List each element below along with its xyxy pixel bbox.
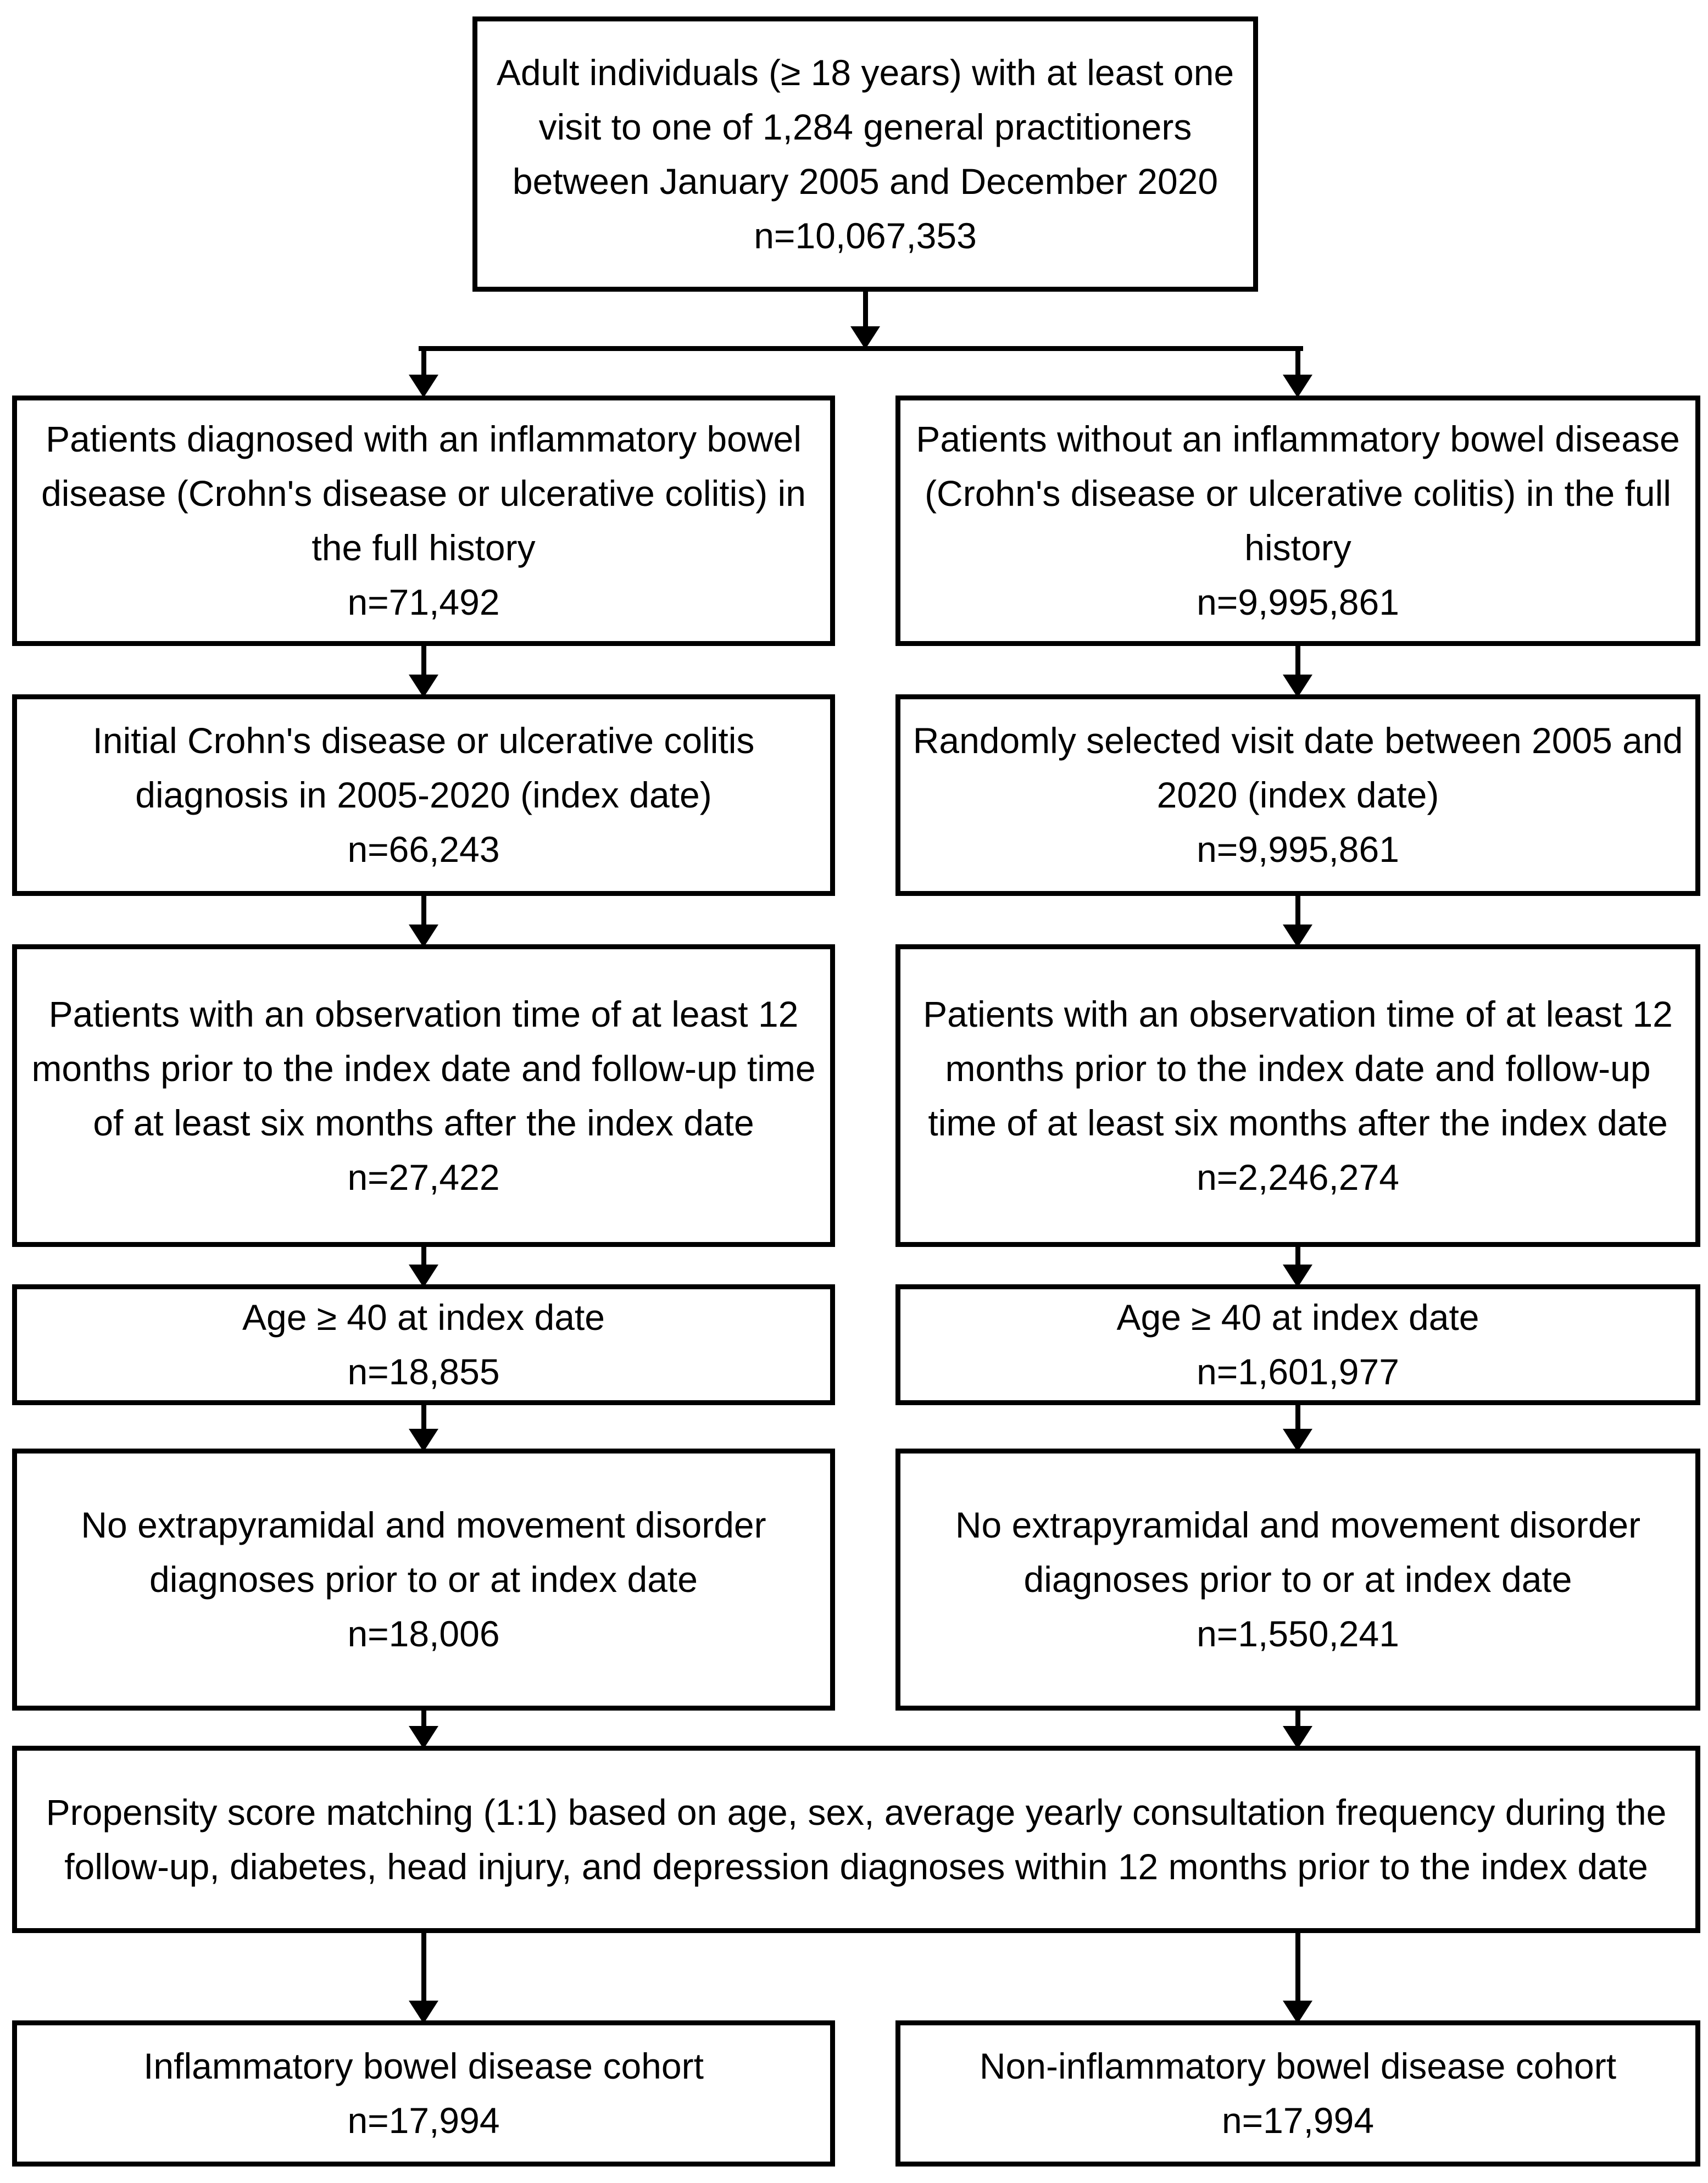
arrow-down: [1282, 1711, 1313, 1749]
box-n: n=27,422: [347, 1156, 500, 1198]
box-text: Patients with an observation time of at least 12 months prior to the index date and follow-up time of at least six months after the index date: [31, 993, 816, 1143]
box-nonibd-age-40: [895, 1284, 1700, 1405]
arrow-down: [408, 1933, 439, 2024]
arrow-down: [408, 1247, 439, 1288]
arrow-top-to-branch: [850, 292, 881, 349]
box-nonibd-random-visit-date: [895, 694, 1700, 896]
box-nonibd-no-diagnosis: [895, 396, 1700, 646]
box-text: Patients diagnosed with an inflammatory bowel disease (Crohn's disease or ulcerative colitis) in the full history: [41, 419, 806, 568]
arrow-down: [408, 646, 439, 698]
arrow-branch-right: [1282, 348, 1313, 398]
arrow-down: [408, 1711, 439, 1749]
box-ibd-initial-diagnosis: [12, 694, 835, 896]
arrow-down: [1282, 1247, 1313, 1288]
arrow-down: [1282, 1933, 1313, 2024]
box-ibd-age-40: [12, 1284, 835, 1405]
arrow-down: [1282, 896, 1313, 948]
box-text: Initial Crohn's disease or ulcerative colitis diagnosis in 2005-2020 (index date): [92, 720, 755, 815]
box-text: Patients with an observation time of at least 12 months prior to the index date and follow-up time of at least six months after the index date: [923, 993, 1673, 1143]
box-n: n=18,006: [347, 1613, 500, 1654]
box-text: Randomly selected visit date between 2005 and 2020 (index date): [913, 720, 1683, 815]
box-text: Age ≥ 40 at index date: [242, 1297, 605, 1338]
arrow-down: [1282, 646, 1313, 698]
box-source-population: [472, 16, 1258, 292]
arrowhead-icon: [409, 375, 438, 398]
arrow-down: [408, 1405, 439, 1452]
box-text: No extrapyramidal and movement disorder diagnoses prior to or at index date: [955, 1505, 1641, 1600]
box-ibd-diagnosed: [12, 396, 835, 646]
box-text: Non-inflammatory bowel disease cohort: [979, 2046, 1617, 2086]
box-text: Inflammatory bowel disease cohort: [143, 2046, 704, 2086]
box-text: Age ≥ 40 at index date: [1116, 1297, 1479, 1338]
arrow-down: [408, 896, 439, 948]
branch-line: [419, 346, 1303, 351]
box-n: n=1,601,977: [1197, 1351, 1399, 1392]
box-text: Patients without an inflammatory bowel disease (Crohn's disease or ulcerative colitis) in the full history: [916, 419, 1680, 568]
arrowhead-icon: [1283, 375, 1312, 398]
box-ibd-cohort: [12, 2020, 835, 2167]
box-n: n=9,995,861: [1197, 582, 1399, 622]
box-n: n=9,995,861: [1197, 829, 1399, 870]
box-ibd-no-movement-disorder: [12, 1449, 835, 1711]
box-n: n=17,994: [347, 2100, 500, 2141]
box-n: n=71,492: [347, 582, 500, 622]
box-nonibd-observation-time: [895, 944, 1700, 1247]
box-n: n=18,855: [347, 1351, 500, 1392]
box-ibd-observation-time: [12, 944, 835, 1247]
box-n: n=17,994: [1221, 2100, 1375, 2141]
box-nonibd-cohort: [895, 2020, 1700, 2167]
box-text: Adult individuals (≥ 18 years) with at least one visit to one of 1,284 general practitioners between January 2005 and December 2020: [496, 52, 1234, 202]
box-n: n=66,243: [347, 829, 500, 870]
box-n: n=1,550,241: [1197, 1613, 1399, 1654]
box-n: n=2,246,274: [1197, 1156, 1399, 1198]
arrow-down: [1282, 1405, 1313, 1452]
box-propensity-matching: [12, 1746, 1700, 1933]
box-n: n=10,067,353: [754, 215, 977, 256]
box-text: Propensity score matching (1:1) based on age, sex, average yearly consultation frequency during the follow-up, diabetes, head injury, and depression diagnoses within 12 months prior to the index date: [46, 1791, 1667, 1887]
box-nonibd-no-movement-disorder: [895, 1449, 1700, 1711]
arrow-branch-left: [408, 348, 439, 398]
box-text: No extrapyramidal and movement disorder diagnoses prior to or at index date: [81, 1505, 766, 1600]
